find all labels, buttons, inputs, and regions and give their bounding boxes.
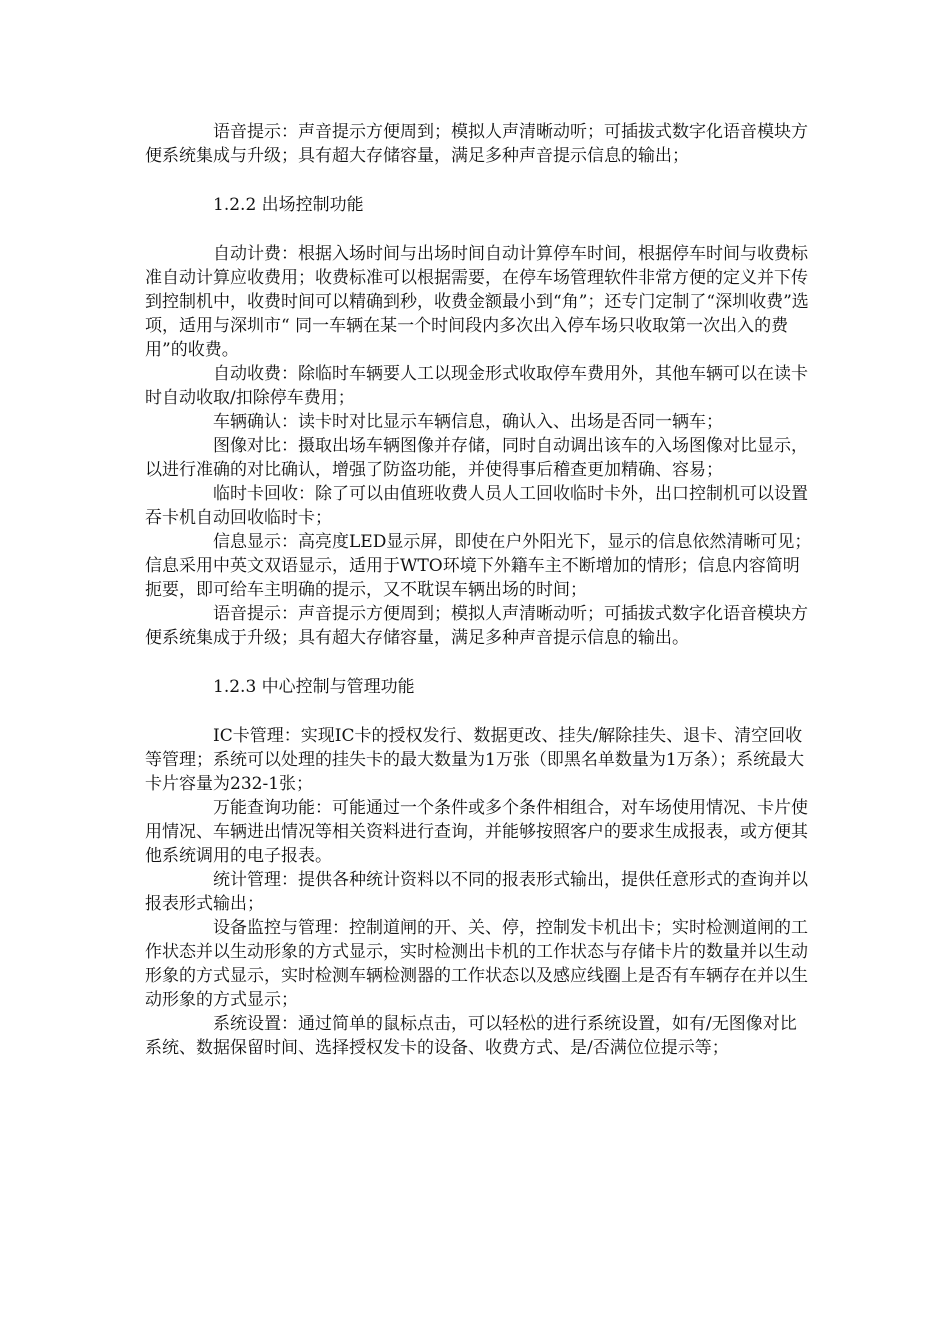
paragraph-info-display: 信息显示：高亮度LED显示屏，即使在户外阳光下，显示的信息依然清晰可见；信息采用中英文双语显示，适用于WTO环境下外籍车主不断增加的情形；信息内容简明扼要，即可给车主明确的提示，又不耽误车辆出场的时间； bbox=[145, 532, 812, 600]
paragraph-universal-query: 万能查询功能：可能通过一个条件或多个条件相组合，对车场使用情况、卡片使用情况、车辆进出情况等相关资料进行查询，并能够按照客户的要求生成报表，或方便其他系统调用的电子报表。 bbox=[145, 798, 808, 866]
section-heading-exit-control: 1.2.2 出场控制功能 bbox=[213, 195, 364, 215]
paragraph-auto-charge: 自动收费：除临时车辆要人工以现金形式收取停车费用外，其他车辆可以在读卡时自动收取/扣除停车费用； bbox=[145, 364, 808, 408]
paragraph-device-monitoring: 设备监控与管理：控制道闸的开、关、停，控制发卡机出卡；实时检测道闸的工作状态并以生动形象的方式显示，实时检测出卡机的工作状态与存储卡片的数量并以生动形象的方式显示，实时检测车辆检测器的工作状态以及感应线圈上是否有车辆存在并以生动形象的方式显示； bbox=[145, 918, 808, 1010]
paragraph-image-compare: 图像对比：摄取出场车辆图像并存储，同时自动调出该车的入场图像对比显示，以进行准确的对比确认，增强了防盗功能，并使得事后稽查更加精确、容易； bbox=[145, 436, 808, 480]
paragraph-ic-card-management: IC卡管理：实现IC卡的授权发行、数据更改、挂失/解除挂失、退卡、清空回收等管理；系统可以处理的挂失卡的最大数量为1万张（即黑名单数量为1万条）；系统最大卡片容量为232-1张； bbox=[145, 726, 805, 794]
section-heading-central-control: 1.2.3 中心控制与管理功能 bbox=[213, 677, 415, 697]
paragraph-vehicle-confirm: 车辆确认：读卡时对比显示车辆信息，确认入、出场是否同一辆车； bbox=[213, 412, 723, 432]
paragraph-voice-prompt-exit: 语音提示：声音提示方便周到；模拟人声清晰动听；可插拔式数字化语音模块方便系统集成于升级；具有超大存储容量，满足多种声音提示信息的输出。 bbox=[145, 604, 808, 648]
document-page bbox=[145, 120, 813, 1060]
paragraph-statistics: 统计管理：提供各种统计资料以不同的报表形式输出，提供任意形式的查询并以报表形式输出； bbox=[145, 870, 808, 914]
paragraph-temp-card-recycle: 临时卡回收：除了可以由值班收费人员人工回收临时卡外，出口控制机可以设置吞卡机自动回收临时卡； bbox=[145, 484, 808, 528]
paragraph-auto-billing: 自动计费：根据入场时间与出场时间自动计算停车时间，根据停车时间与收费标准自动计算应收费用；收费标准可以根据需要，在停车场管理软件非常方便的定义并下传到控制机中，收费时间可以精确到秒，收费金额最小到“角”；还专门定制了“深圳收费”选项，适用与深圳市“ 同一车辆在某一个时间段内多次出入停车场只收取第一次出入的费用”的收费。 bbox=[145, 244, 809, 360]
paragraph-system-settings: 系统设置：通过简单的鼠标点击，可以轻松的进行系统设置，如有/无图像对比系统、数据保留时间、选择授权发卡的设备、收费方式、是/否满位位提示等； bbox=[145, 1014, 797, 1058]
paragraph-voice-prompt-entry: 语音提示：声音提示方便周到；模拟人声清晰动听；可插拔式数字化语音模块方便系统集成与升级；具有超大存储容量，满足多种声音提示信息的输出； bbox=[145, 122, 808, 166]
